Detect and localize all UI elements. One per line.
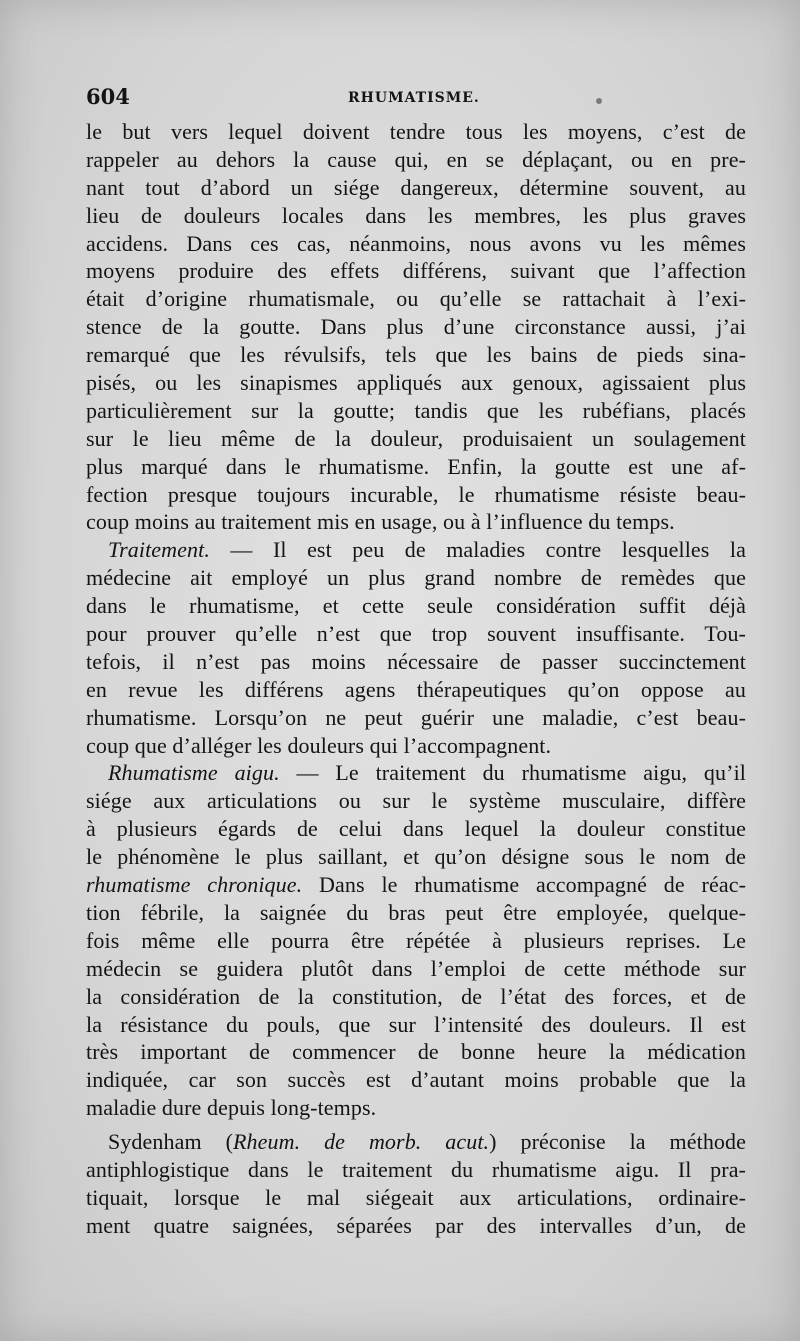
text-line bbox=[86, 1128, 746, 1156]
text-line: coup moins au traitement mis en usage, ou à l’influence du temps. bbox=[86, 509, 675, 535]
text-line: particulièrement sur la goutte; tandis que les rubéfians, placés bbox=[86, 397, 746, 423]
citation: Rheum. de morb. acut. bbox=[233, 1129, 490, 1155]
paragraph-1 bbox=[86, 118, 746, 536]
text-line: en revue les différens agens thérapeutiques qu’on oppose au bbox=[86, 676, 746, 702]
text-line: pour prouver qu’elle n’est que trop souvent insuffisante. Tou- bbox=[86, 621, 746, 647]
text-line bbox=[86, 759, 746, 787]
text-line: très important de commencer de bonne heure la médication bbox=[86, 1039, 746, 1065]
italic-term: rhumatisme chronique. bbox=[86, 872, 303, 898]
text-run: Sydenham ( bbox=[108, 1129, 233, 1155]
text-line: siége aux articulations ou sur le système musculaire, diffère bbox=[86, 788, 746, 814]
text-line: remarqué que les révulsifs, tels que les bains de pieds sina- bbox=[86, 342, 746, 368]
text-line: à plusieurs égards de celui dans lequel la douleur constitue bbox=[86, 816, 746, 842]
text-line: la résistance du pouls, que sur l’intensité des douleurs. Il est bbox=[86, 1011, 746, 1037]
text-line: nant tout d’abord un siége dangereux, détermine souvent, au bbox=[86, 174, 746, 200]
text-line bbox=[86, 536, 746, 564]
text-line: la considération de la constitution, de l’état des forces, et de bbox=[86, 983, 746, 1009]
text-line: lieu de douleurs locales dans les membres, les plus graves bbox=[86, 202, 746, 228]
text-line: le but vers lequel doivent tendre tous les moyens, c’est de bbox=[86, 119, 746, 144]
text-run: — Il est peu de maladies contre lesquelles la bbox=[209, 537, 746, 563]
text-line: coup que d’alléger les douleurs qui l’accompagnent. bbox=[86, 732, 552, 758]
text-line: maladie dure depuis long-temps. bbox=[86, 1095, 377, 1121]
text-line: antiphlogistique dans le traitement du rhumatisme aigu. Il pra- bbox=[86, 1156, 746, 1182]
page-number: 604 bbox=[86, 84, 130, 109]
paragraph-traitement bbox=[86, 536, 746, 759]
page-header bbox=[86, 84, 746, 114]
text-line: rappeler au dehors la cause qui, en se déplaçant, ou en pre- bbox=[86, 146, 746, 172]
section-lead-traitement: Traitement. bbox=[108, 537, 210, 563]
running-title: RHUMATISME. bbox=[348, 90, 480, 106]
text-line: était d’origine rhumatismale, ou qu’elle se rattachait à l’exi- bbox=[86, 286, 746, 312]
section-lead-rhumatisme-aigu: Rhumatisme aigu. bbox=[108, 760, 280, 786]
text-line: rhumatisme. Lorsqu’on ne peut guérir une maladie, c’est beau- bbox=[86, 704, 746, 730]
text-line bbox=[86, 871, 746, 899]
paragraph-rhumatisme-aigu bbox=[86, 759, 746, 1122]
text-line: fection presque toujours incurable, le rhumatisme résiste beau- bbox=[86, 481, 746, 507]
text-line: sur le lieu même de la douleur, produisaient un soulagement bbox=[86, 425, 746, 451]
text-line: tion fébrile, la saignée du bras peut être employée, quelque- bbox=[86, 899, 746, 925]
text-run: — Le traitement du rhumatisme aigu, qu’il bbox=[279, 760, 746, 786]
ink-speck bbox=[596, 98, 602, 104]
text-line: plus marqué dans le rhumatisme. Enfin, la goutte est une af- bbox=[86, 453, 746, 479]
text-line: le phénomène le plus saillant, et qu’on désigne sous le nom de bbox=[86, 844, 746, 870]
text-run: Dans le rhumatisme accompagné de réac- bbox=[302, 872, 746, 898]
text-line: fois même elle pourra être répétée à plusieurs reprises. Le bbox=[86, 927, 746, 953]
text-line: accidens. Dans ces cas, néanmoins, nous avons vu les mêmes bbox=[86, 230, 746, 256]
text-line: indiquée, car son succès est d’autant moins probable que la bbox=[86, 1067, 746, 1093]
text-line: dans le rhumatisme, et cette seule considération suffit déjà bbox=[86, 593, 746, 619]
text-line: tefois, il n’est pas moins nécessaire de passer succinctement bbox=[86, 648, 746, 674]
paragraph-sydenham bbox=[86, 1128, 746, 1240]
text-line: médecin se guidera plutôt dans l’emploi de cette méthode sur bbox=[86, 955, 746, 981]
text-line: ment quatre saignées, séparées par des intervalles d’un, de bbox=[86, 1212, 746, 1238]
text-line: médecine ait employé un plus grand nombre de remèdes que bbox=[86, 565, 746, 591]
text-run: ) préconise la méthode bbox=[489, 1129, 746, 1155]
text-line: moyens produire des effets différens, suivant que l’affection bbox=[86, 258, 746, 284]
text-line: tiquait, lorsque le mal siégeait aux articulations, ordinaire- bbox=[86, 1184, 746, 1210]
body-text bbox=[86, 118, 746, 1240]
text-line: stence de la goutte. Dans plus d’une circonstance aussi, j’ai bbox=[86, 314, 746, 340]
text-line: pisés, ou les sinapismes appliqués aux genoux, agissaient plus bbox=[86, 370, 746, 396]
